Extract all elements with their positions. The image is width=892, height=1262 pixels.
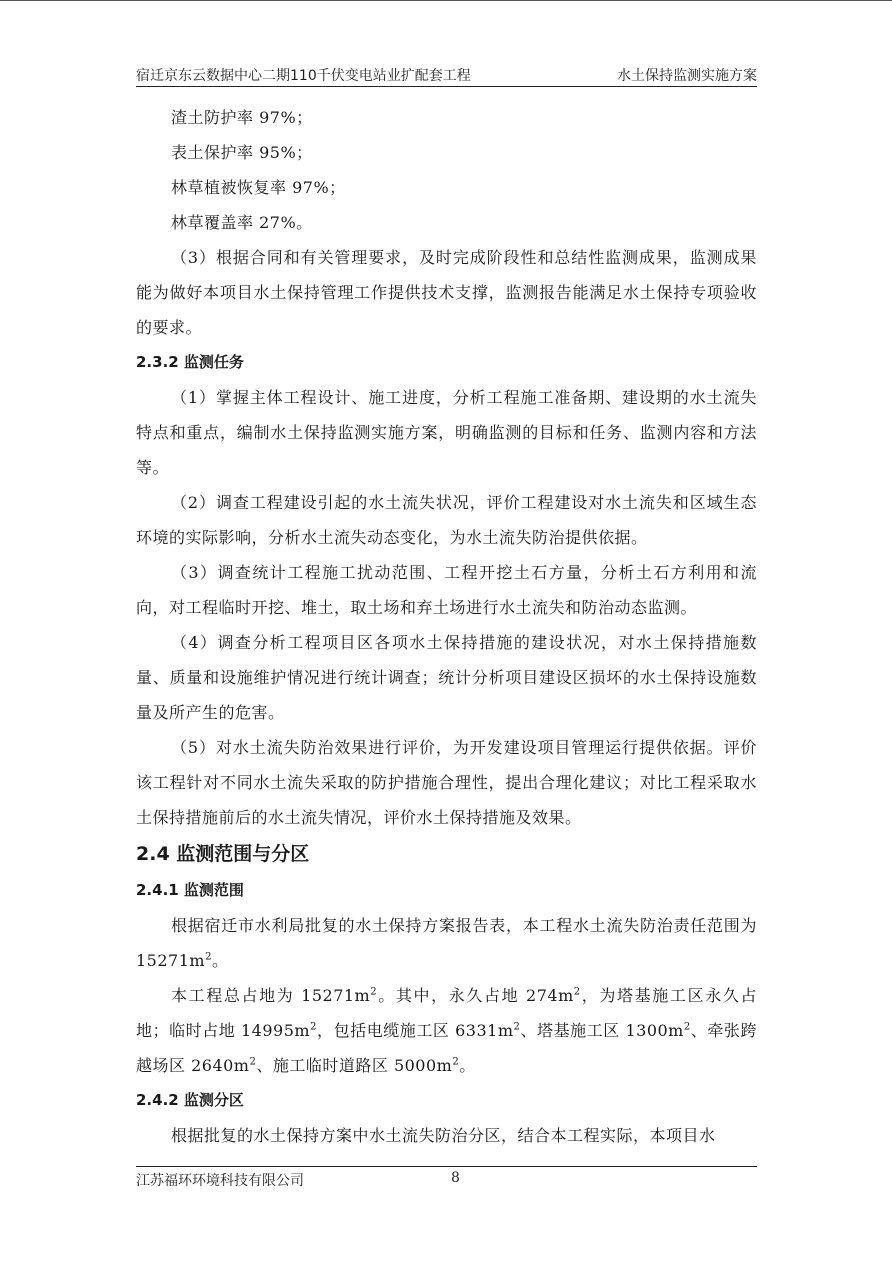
- page-number: 8: [451, 1170, 460, 1186]
- header-project-title: 宿迁京东云数据中心二期110千伏变电站业扩配套工程: [136, 68, 471, 84]
- section-heading-2-3-2: 2.3.2 监测任务: [136, 353, 244, 371]
- scope-paragraph-2: 本工程总占地为 $15271m^2$。其中，永久占地 $274m^2$，为塔基施工区永久占地；临时占地 $14995m^2$，包括电缆施工区 $6331m^2$、塔基施工区 $1300m^2$、牵张跨越场区 $2640m^2$、施工临时道路区 $5000m^2$。: [136, 986, 757, 1075]
- scope-paragraph-1: 根据宿迁市水利局批复的水土保持方案报告表，本工程水土流失防治责任范围为 $15271m^2$。: [136, 916, 757, 970]
- page-body: [136, 100, 757, 1153]
- task-paragraph: （2）调查工程建设引起的水土流失状况，评价工程建设对水土流失和区域生态环境的实际影响，分析水土流失动态变化，为水土流失防治提供依据。: [136, 493, 757, 547]
- section-heading-2-4-2: 2.4.2 监测分区: [136, 1091, 244, 1109]
- target-item: 渣土防护率 97%；: [171, 108, 313, 127]
- target-item: 林草植被恢复率 97%；: [171, 178, 346, 197]
- page-top-border: [0, 0, 892, 1]
- footer-rule: [136, 1166, 757, 1167]
- zoning-paragraph: 根据批复的水土保持方案中水土流失防治分区，结合本工程实际，本项目水: [171, 1126, 716, 1145]
- footer-company: 江苏福环环境科技有限公司: [136, 1173, 304, 1189]
- task-paragraph: （4）调查分析工程项目区各项水土保持措施的建设状况，对水土保持措施数量、质量和设施维护情况进行统计调查；统计分析项目建设区损坏的水土保持设施数量及所产生的危害。: [136, 633, 757, 722]
- target-item: 林草覆盖率 27%。: [171, 213, 313, 232]
- section-heading-2-4-1: 2.4.1 监测范围: [136, 881, 244, 899]
- task-paragraph: （3）调查统计工程施工扰动范围、工程开挖土石方量，分析土石方利用和流向，对工程临时开挖、堆土，取土场和弃土场进行水土流失和防治动态监测。: [136, 563, 757, 617]
- header-rule: [136, 86, 757, 87]
- header-doc-title: 水土保持监测实施方案: [617, 68, 757, 84]
- target-item: 表土保护率 95%；: [171, 143, 313, 162]
- page-header: [136, 63, 757, 87]
- section-heading-2-4: 2.4 监测范围与分区: [136, 843, 310, 865]
- task-paragraph: （1）掌握主体工程设计、施工进度，分析工程施工准备期、建设期的水土流失特点和重点，编制水土保持监测实施方案，明确监测的目标和任务、监测内容和方法等。: [136, 388, 757, 477]
- paragraph-requirement: （3）根据合同和有关管理要求，及时完成阶段性和总结性监测成果，监测成果能为做好本项目水土保持管理工作提供技术支撑，监测报告能满足水土保持专项验收的要求。: [136, 248, 757, 337]
- task-paragraph: （5）对水土流失防治效果进行评价，为开发建设项目管理运行提供依据。评价该工程针对不同水土流失采取的防护措施合理性，提出合理化建议；对比工程采取水土保持措施前后的水土流失情况，评价水土保持措施及效果。: [136, 738, 757, 827]
